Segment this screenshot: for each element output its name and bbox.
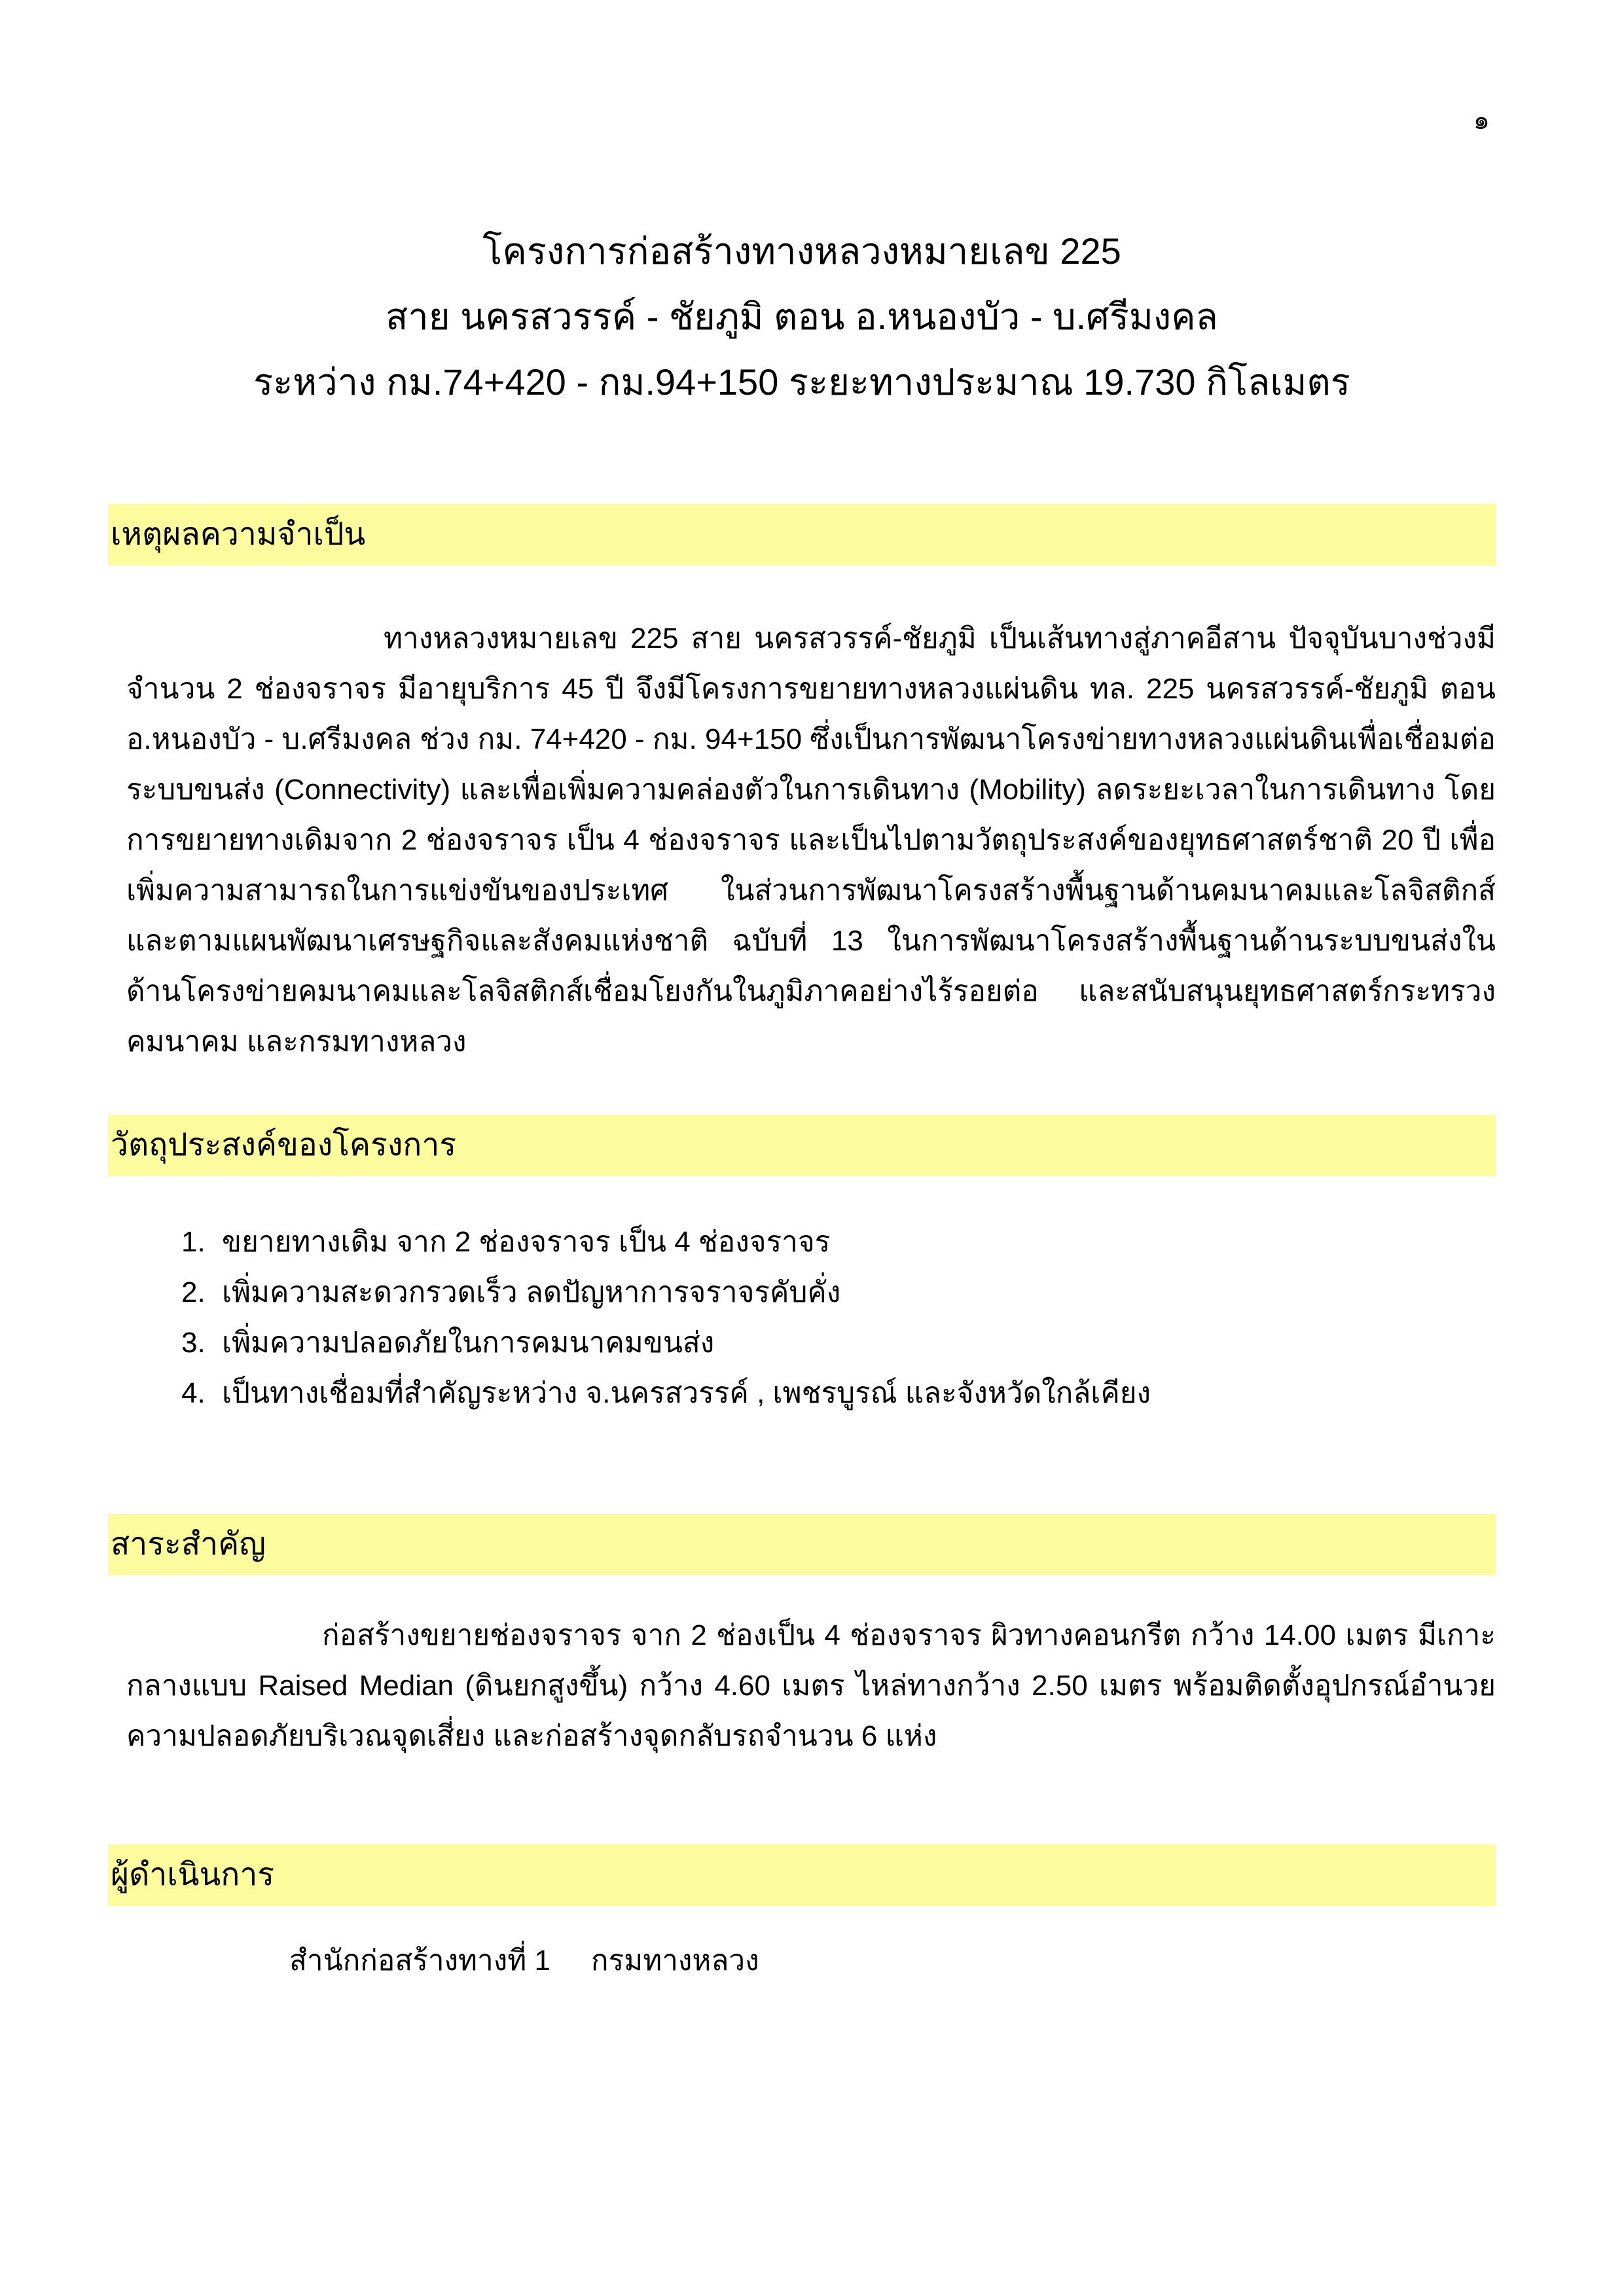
list-item — [181, 1267, 1496, 1318]
list-item — [181, 1368, 1496, 1418]
list-item-text: เพิ่มความปลอดภัยในการคมนาคมขนส่ง — [222, 1327, 715, 1359]
page-number: ๑ — [1473, 106, 1490, 135]
operator-department: กรมทางหลวง — [590, 1945, 759, 1977]
section-heading-reason: เหตุผลความจำเป็น — [108, 504, 1496, 565]
list-item-text: ขยายทางเดิม จาก 2 ช่องจราจร เป็น 4 ช่องจราจร — [222, 1226, 831, 1258]
document-content — [108, 0, 1496, 1986]
objectives-list — [181, 1217, 1496, 1418]
list-item-number: 3. — [181, 1327, 206, 1359]
list-item-number: 1. — [181, 1226, 206, 1258]
list-item — [181, 1217, 1496, 1267]
list-item-number: 4. — [181, 1377, 206, 1409]
list-item-number: 2. — [181, 1276, 206, 1308]
list-item-text: เพิ่มความสะดวกรวดเร็ว ลดปัญหาการจราจรคับคั่ง — [222, 1276, 841, 1308]
reason-paragraph: ทางหลวงหมายเลข 225 สาย นครสวรรค์-ชัยภูมิ เป็นเส้นทางสู่ภาคอีสาน ปัจจุบันบางช่วงมีจำนวน 2 ช่องจราจร มีอายุบริการ 45 ปี จึงมีโครงการขยายทางหลวงแผ่นดิน ทล. 225 นครสวรรค์-ชัยภูมิ ตอน อ.หนองบัว - บ.ศรีมงคล ช่วง กม. 74+420 - กม. 94+150 ซึ่งเป็นการพัฒนาโครงข่ายทางหลวงแผ่นดินเพื่อเชื่อมต่อระบบขนส่ง (Connectivity) และเพื่อเพิ่มความคล่องตัวในการเดินทาง (Mobility) ลดระยะเวลาในการเดินทาง โดยการขยายทางเดิมจาก 2 ช่องจราจร เป็น 4 ช่องจราจร และเป็นไปตามวัตถุประสงค์ของยุทธศาสตร์ชาติ 20 ปี เพื่อเพิ่มความสามารถในการแข่งขันของประเทศ ในส่วนการพัฒนาโครงสร้างพื้นฐานด้านคมนาคมและโลจิสติกส์ และตามแผนพัฒนาเศรษฐกิจและสังคมแห่งชาติ ฉบับที่ 13 ในการพัฒนาโครงสร้างพื้นฐานด้านระบบขนส่งในด้านโครงข่ายคมนาคมและโลจิสติกส์เชื่อมโยงกันในภูมิภาคอย่างไร้รอยต่อ และสนับสนุนยุทธศาสตร์กระทรวงคมนาคม และกรมทางหลวง — [126, 622, 1496, 1058]
section-heading-operator: ผู้ดำเนินการ — [108, 1844, 1496, 1906]
section-heading-objectives: วัตถุประสงค์ของโครงการ — [108, 1115, 1496, 1176]
document-title — [108, 219, 1496, 415]
document-title-line3: ระหว่าง กม.74+420 - กม.94+150 ระยะทางประมาณ 19.730 กิโลเมตร — [253, 361, 1350, 403]
operator-agency: สำนักก่อสร้างทางที่ 1 — [289, 1945, 550, 1977]
document-title-line1: โครงการก่อสร้างทางหลวงหมายเลข 225 — [482, 230, 1121, 272]
section-heading-essence: สาระสำคัญ — [108, 1514, 1496, 1575]
operator-line — [108, 1935, 1496, 1986]
essence-paragraph: ก่อสร้างขยายช่องจราจร จาก 2 ช่องเป็น 4 ช่องจราจร ผิวทางคอนกรีต กว้าง 14.00 เมตร มีเกาะกลางแบบ Raised Median (ดินยกสูงขึ้น) กว้าง 4.60 เมตร ไหล่ทางกว้าง 2.50 เมตร พร้อมติดตั้งอุปกรณ์อำนวยความปลอดภัยบริเวณจุดเสี่ยง และก่อสร้างจุดกลับรถจำนวน 6 แห่ง — [126, 1619, 1496, 1752]
list-item — [181, 1318, 1496, 1368]
document-title-line2: สาย นครสวรรค์ - ชัยภูมิ ตอน อ.หนองบัว - บ.ศรีมงคล — [386, 296, 1218, 337]
list-item-text: เป็นทางเชื่อมที่สำคัญระหว่าง จ.นครสวรรค์ , เพชรบูรณ์ และจังหวัดใกล้เคียง — [222, 1377, 1151, 1409]
